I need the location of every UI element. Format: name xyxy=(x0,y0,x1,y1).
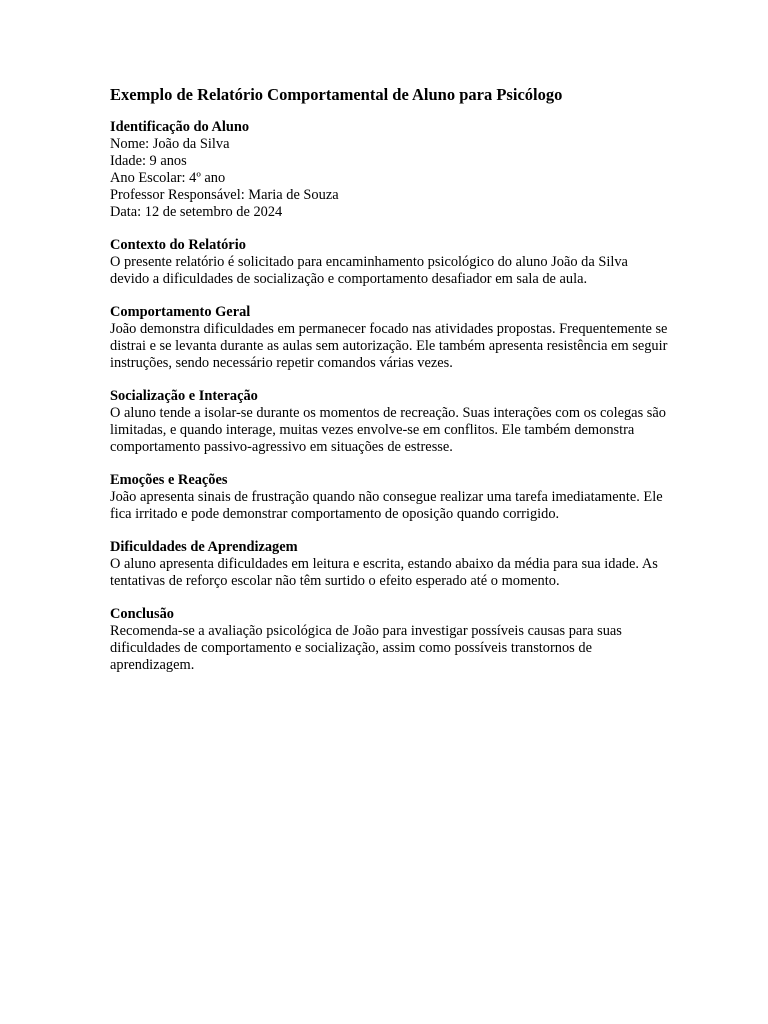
section-heading: Comportamento Geral xyxy=(110,304,251,320)
section-paragraph: Recomenda-se a avaliação psicológica de João para investigar possíveis causas para suas dificuldades de comportamento e socialização, assim como possíveis transtornos de aprendizagem. xyxy=(110,623,622,673)
section-emotions xyxy=(110,472,670,523)
section-paragraph: O aluno apresenta dificuldades em leitura e escrita, estando abaixo da média para sua idade. As tentativas de reforço escolar não têm surtido o efeito esperado até o momento. xyxy=(110,556,658,589)
section-heading: Contexto do Relatório xyxy=(110,237,246,253)
section-paragraph: João apresenta sinais de frustração quando não consegue realizar uma tarefa imediatamente. Ele fica irritado e pode demonstrar comportamento de oposição quando corrigido. xyxy=(110,489,663,522)
section-heading: Socialização e Interação xyxy=(110,388,258,404)
section-heading: Dificuldades de Aprendizagem xyxy=(110,539,298,555)
section-paragraph: O presente relatório é solicitado para encaminhamento psicológico do aluno João da Silva devido a dificuldades de socialização e comportamento desafiador em sala de aula. xyxy=(110,254,628,287)
section-paragraph: João demonstra dificuldades em permanecer focado nas atividades propostas. Frequentemente se distrai e se levanta durante as aulas sem autorização. Ele também apresenta resistência em seguir instruções, sendo necessário repetir comandos várias vezes. xyxy=(110,321,668,371)
teacher-line: Professor Responsável: Maria de Souza xyxy=(110,187,339,203)
document-title: Exemplo de Relatório Comportamental de Aluno para Psicólogo xyxy=(110,85,563,104)
section-paragraph: O aluno tende a isolar-se durante os momentos de recreação. Suas interações com os colegas são limitadas, e quando interage, muitas vezes envolve-se em conflitos. Ele também demonstra comportamento passivo-agressivo em situações de estresse. xyxy=(110,405,666,455)
section-conclusion xyxy=(110,606,670,674)
section-heading: Emoções e Reações xyxy=(110,472,228,488)
document-page xyxy=(110,85,670,690)
section-learning-difficulties xyxy=(110,539,670,590)
date-line: Data: 12 de setembro de 2024 xyxy=(110,204,283,220)
school-year-line: Ano Escolar: 4º ano xyxy=(110,170,226,186)
section-heading: Conclusão xyxy=(110,606,174,622)
section-socialization xyxy=(110,388,670,456)
section-context xyxy=(110,237,670,288)
student-age-line: Idade: 9 anos xyxy=(110,153,187,169)
student-name-line: Nome: João da Silva xyxy=(110,136,230,152)
section-identification xyxy=(110,119,670,221)
section-heading: Identificação do Aluno xyxy=(110,119,250,135)
section-general-behavior xyxy=(110,304,670,372)
